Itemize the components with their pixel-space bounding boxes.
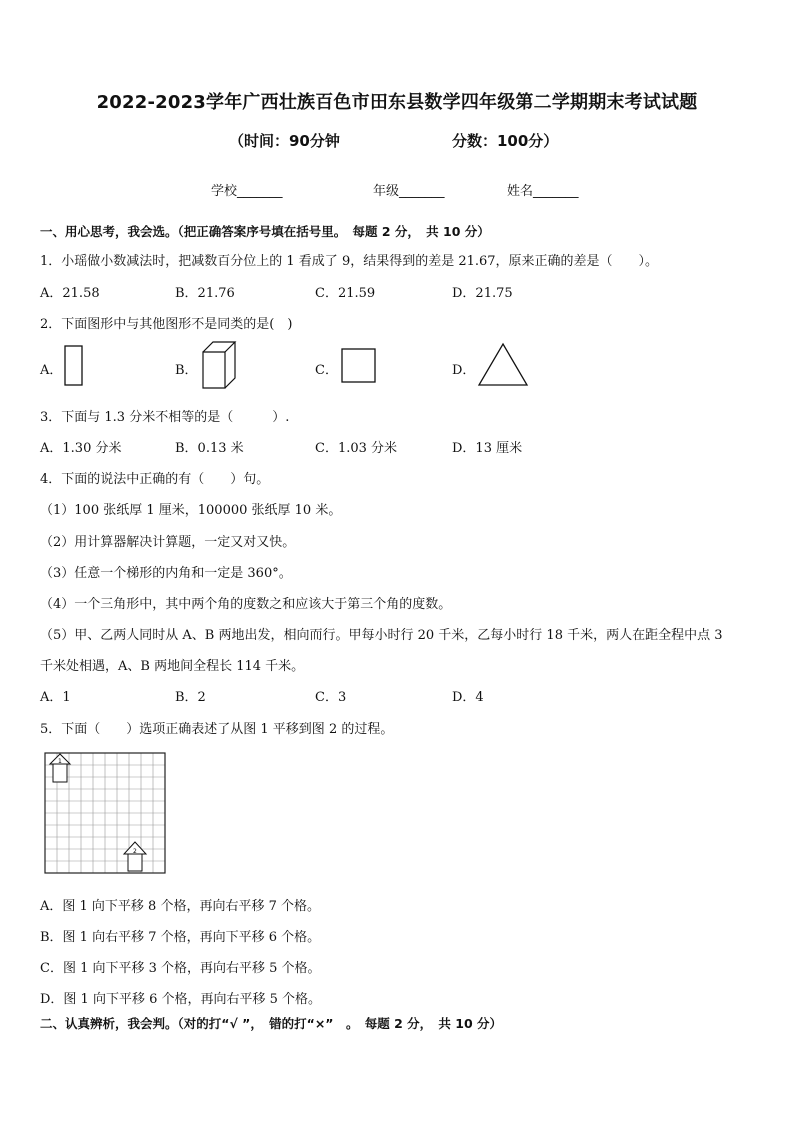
square-icon [341,348,377,384]
q3-option-d: D．13 厘米 [452,441,523,456]
q5-option-d: D．图 1 向下平移 6 个格，再向右平移 5 个格。 [40,992,322,1007]
q3-option-b: B．0.13 米 [175,441,244,456]
house-figure-2 [124,842,146,871]
exam-time: （时间：90分钟 [229,132,340,150]
question-2: 2．下面图形中与其他图形不是同类的是( ) [40,317,293,332]
q4-statement-1: （1）100 张纸厚 1 厘米，100000 张纸厚 10 米。 [40,503,342,518]
q4-option-b: B．2 [175,690,206,705]
q3-option-c: C．1.03 分米 [315,441,398,456]
q4-statement-4: （4）一个三角形中，其中两个角的度数之和应该大于第三个角的度数。 [40,597,452,612]
translation-grid-figure [44,752,168,876]
house-1-label: 1 [58,758,62,765]
question-1: 1．小瑶做小数减法时，把减数百分位上的 1 看成了 9，结果得到的差是 21.67，原来正确的差是（ ）。 [40,254,659,269]
house-2-label: 2 [133,848,137,855]
name-field: 姓名_______ [507,184,579,199]
question-3: 3．下面与 1.3 分米不相等的是（ ）. [40,410,290,425]
q1-option-a: A．21.58 [40,286,100,301]
question-4: 4．下面的说法中正确的有（ ）句。 [40,472,270,487]
q3-option-a: A．1.30 分米 [40,441,122,456]
q5-option-a: A．图 1 向下平移 8 个格，再向右平移 7 个格。 [40,899,320,914]
q1-option-c: C．21.59 [315,286,376,301]
house-figure-1 [50,754,70,782]
q1-option-d: D．21.75 [452,286,513,301]
school-field: 学校_______ [211,184,283,199]
q4-statement-2: （2）用计算器解决计算题，一定又对又快。 [40,535,296,550]
triangle-icon [477,342,529,388]
q4-statement-5b: 千米处相遇，A、B 两地间全程长 114 千米。 [40,659,305,674]
q2-option-c: C． [315,363,338,378]
q1-option-b: B．21.76 [175,286,235,301]
q4-statement-5a: （5）甲、乙两人同时从 A、B 两地出发，相向而行。甲每小时行 20 千米，乙每小时行 18 千米，两人在距全程中点 3 [40,628,723,643]
q2-option-d: D． [452,363,476,378]
q4-statement-3: （3）任意一个梯形的内角和一定是 360°。 [40,566,292,581]
exam-title: 2022-2023学年广西壮族百色市田东县数学四年级第二学期期末考试试题 [96,92,698,113]
section2-heading: 二、认真辨析，我会判。（对的打“√ ”， 错的打“×” 。 每题 2 分， 共 10 分） [40,1016,503,1031]
q4-option-a: A．1 [40,690,71,705]
rectangle-icon [64,345,84,387]
q2-option-b: B． [175,363,198,378]
section1-heading: 一、用心思考，我会选。（把正确答案序号填在括号里。 每题 2 分， 共 10 分） [40,224,490,239]
q4-option-c: C．3 [315,690,347,705]
grade-field: 年级_______ [373,184,445,199]
q5-option-b: B．图 1 向右平移 7 个格，再向下平移 6 个格。 [40,930,321,945]
q4-option-d: D．4 [452,690,484,705]
cuboid-icon [201,340,237,390]
question-5: 5．下面（ ）选项正确表述了从图 1 平移到图 2 的过程。 [40,722,394,737]
exam-score: 分数：100分） [452,132,559,150]
q5-option-c: C．图 1 向下平移 3 个格，再向右平移 5 个格。 [40,961,321,976]
q2-option-a: A． [40,363,63,378]
